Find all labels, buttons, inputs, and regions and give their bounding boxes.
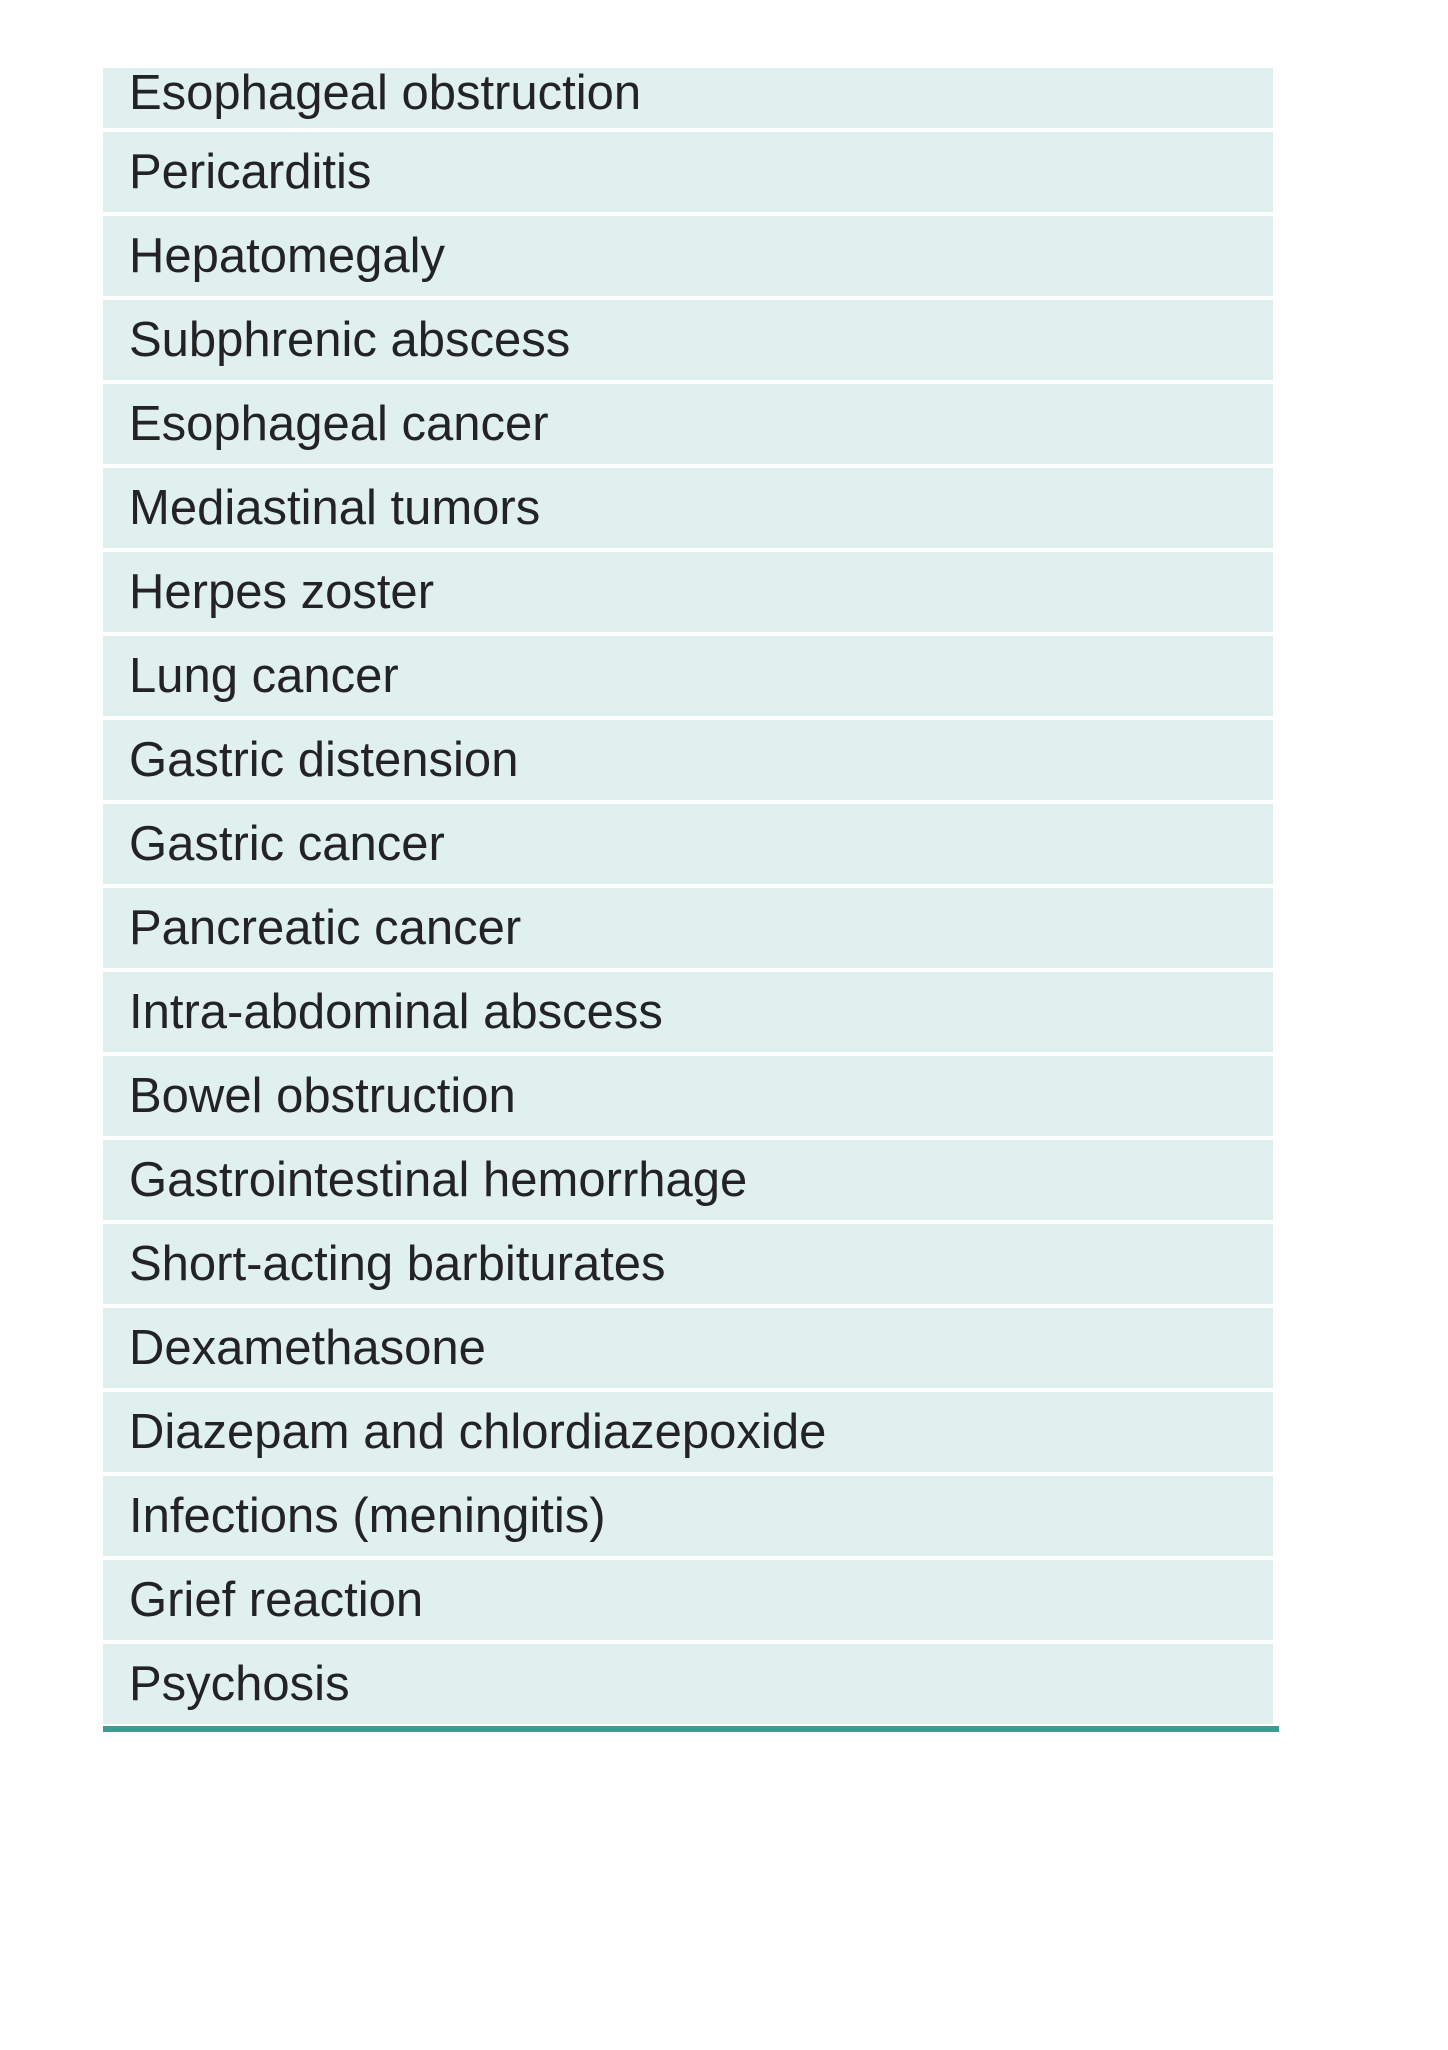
table-row <box>103 1056 1273 1136</box>
table-row <box>103 552 1273 632</box>
table-row <box>103 384 1273 464</box>
causes-table <box>103 68 1273 1732</box>
table-cell: Grief reaction <box>129 1572 424 1627</box>
table-cell: Intra-abdominal abscess <box>129 984 663 1039</box>
table-row <box>103 1392 1273 1472</box>
table-cell: Pancreatic cancer <box>129 900 522 955</box>
table-row <box>103 1476 1273 1556</box>
table-cell: Gastric distension <box>129 732 519 787</box>
table-row <box>103 720 1273 800</box>
table-cell: Mediastinal tumors <box>129 480 541 535</box>
table-cell: Gastric cancer <box>129 816 445 871</box>
table-row <box>103 68 1273 128</box>
table-row <box>103 888 1273 968</box>
table-row <box>103 468 1273 548</box>
table-row <box>103 636 1273 716</box>
table-row <box>103 132 1273 212</box>
table-row <box>103 804 1273 884</box>
table-cell: Bowel obstruction <box>129 1068 516 1123</box>
table-bottom-rule <box>103 1726 1279 1732</box>
table-cell: Herpes zoster <box>129 564 435 619</box>
table-cell: Hepatomegaly <box>129 228 445 283</box>
table-cell: Dexamethasone <box>129 1320 486 1375</box>
table-row <box>103 1224 1273 1304</box>
table-cell: Esophageal obstruction <box>129 66 642 120</box>
table-cell: Diazepam and chlordiazepoxide <box>129 1404 827 1459</box>
table-cell: Esophageal cancer <box>129 396 549 451</box>
table-cell: Lung cancer <box>129 648 399 703</box>
table-cell: Infections (meningitis) <box>129 1488 606 1543</box>
table-row <box>103 1140 1273 1220</box>
table-row <box>103 216 1273 296</box>
table-row <box>103 1308 1273 1388</box>
table-row <box>103 972 1273 1052</box>
table-row <box>103 300 1273 380</box>
table-row <box>103 1560 1273 1640</box>
table-cell: Short-acting barbiturates <box>129 1236 666 1291</box>
table-cell: Gastrointestinal hemorrhage <box>129 1152 748 1207</box>
table-row <box>103 1644 1273 1724</box>
table-cell: Psychosis <box>129 1656 350 1711</box>
table-cell: Pericarditis <box>129 144 372 199</box>
table-cell: Subphrenic abscess <box>129 312 571 367</box>
